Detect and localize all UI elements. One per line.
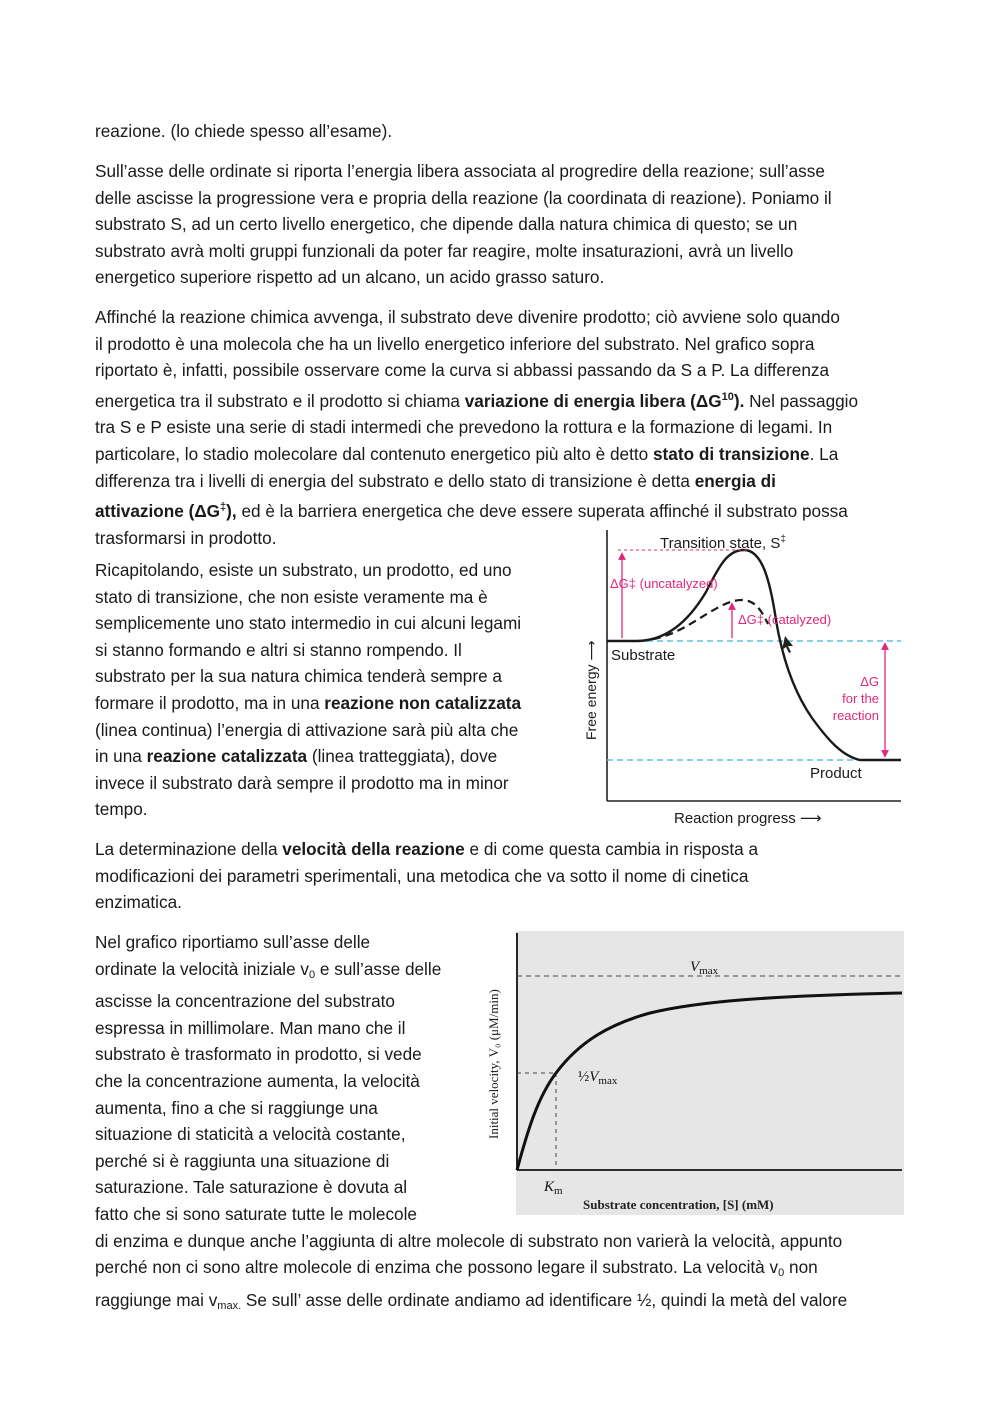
subscript: 0 [309, 968, 316, 981]
reaction-progress-axis-label: Reaction progress ⟶ [674, 810, 822, 827]
text-line: substrato avrà molti gruppi funzionali da poter far reagire, molte insaturazioni, avrà un livello [95, 240, 794, 261]
dg-catalyzed-label: ΔG‡ (catalyzed) [738, 612, 832, 627]
text-line: non [784, 1257, 818, 1278]
text-line: . La [809, 443, 839, 464]
paragraph-2 [95, 158, 832, 291]
text-line: differenza tra i livelli di energia del substrato e dello stato di transizione è detta [95, 470, 695, 491]
reaction-energy-svg [578, 520, 904, 828]
text-line: saturazione. Tale saturazione è dovuta al [95, 1177, 408, 1198]
bold-term: velocità della reazione [282, 839, 465, 859]
text-line: riportato è, infatti, possibile osservare come la curva si abbassi passando da S a P. La differenza [95, 360, 830, 381]
dg-reaction-label-1: ΔG [860, 674, 879, 689]
text-line: situazione di staticità a velocità costante, [95, 1124, 406, 1145]
x-axis-label: Substrate concentration, [S] (mM) [583, 1197, 774, 1212]
michaelis-menten-svg [480, 929, 905, 1219]
paragraph-5 [95, 836, 758, 916]
superscript: 10 [721, 390, 734, 403]
text-line: fatto che si sono saturate tutte le molecole [95, 1203, 417, 1224]
text-line: perché si è raggiunta una situazione di [95, 1150, 390, 1171]
half-vmax-label: $\frac{1}{2}V_{max}$ [578, 1069, 618, 1087]
y-axis-label: Initial velocity, V₀ (μM/min) [486, 989, 501, 1139]
substrate-label: Substrate [611, 647, 676, 664]
text-line: il prodotto è una molecola che ha un livello energetico inferiore del substrato. Nel grafico sopra [95, 333, 815, 354]
text-line: Sull’asse delle ordinate si riporta l’energia libera associata al progredire della reazione; sull’asse [95, 161, 825, 181]
text-line: Se sull’ asse delle ordinate andiamo ad identificare ½, quindi la metà del valore [241, 1289, 848, 1310]
text-line: ascisse la concentrazione del substrato [95, 991, 395, 1012]
dg-reaction-label-2: for the [842, 691, 879, 706]
subscript: 0 [778, 1267, 785, 1280]
reaction-energy-diagram [578, 520, 904, 828]
text-line: perché non ci sono altre molecole di enzima che possono legare il substrato. La velocità v [95, 1257, 779, 1278]
text-line: semplicemente uno stato intermedio in cui alcuni legami [95, 613, 522, 634]
bold-term: reazione catalizzata [146, 746, 308, 767]
text-line: formare il prodotto, ma in una [95, 692, 325, 713]
bold-term: ), [226, 501, 237, 522]
dg-uncatalyzed-label: ΔG‡ (uncatalyzed) [610, 576, 718, 591]
text-line: energetico superiore rispetto ad un alcano, un acido grasso saturo. [95, 267, 605, 288]
text-line: delle ascisse la progressione vera e propria della reazione (la coordinata di reazione). Poniamo il [95, 187, 832, 208]
text-line: aumenta, fino a che si raggiunge una [95, 1097, 378, 1118]
text-line: enzimatica. [95, 892, 182, 913]
product-label: Product [810, 765, 862, 782]
bold-term: reazione non catalizzata [324, 692, 522, 713]
text-line: e sull’asse delle [315, 958, 442, 979]
paragraph-3 [95, 304, 858, 551]
text-line: tra S e P esiste una serie di stadi intermedi che prevedono la rottura e la formazione di legami. In [95, 417, 833, 438]
text-line: (linea continua) l’energia di attivazione sarà più alta che [95, 719, 519, 740]
text-line: La determinazione della [95, 839, 283, 859]
text-line: Nel grafico riportiamo sull’asse delle [95, 932, 371, 952]
text-line: di enzima e dunque anche l’aggiunta di altre molecole di substrato non varierà la velocità, appunto [95, 1230, 843, 1251]
text-line: Nel passaggio [744, 390, 859, 411]
superscript: ‡ [220, 501, 227, 514]
text-line: espressa in millimolare. Man mano che il [95, 1017, 406, 1038]
paragraph-1 [95, 118, 392, 145]
text-line: particolare, lo stadio molecolare dal contenuto energetico più alto è detto [95, 443, 653, 464]
bold-term: stato di transizione [653, 443, 810, 464]
bold-term: attivazione (ΔG [95, 501, 221, 522]
text-line: e di come questa cambia in risposta a [464, 839, 759, 859]
michaelis-menten-chart [480, 929, 905, 1219]
text-line: substrato S, ad un certo livello energetico, che dipende dalla natura chimica di questo; se un [95, 214, 798, 235]
text-line: stato di transizione, che non esiste veramente ma è [95, 586, 488, 607]
text-line: reazione. (lo chiede spesso all’esame). [95, 121, 393, 141]
text-line: invece il substrato darà sempre il prodotto ma in minor [95, 772, 509, 793]
vmax-label: $V_{max}$ [690, 959, 719, 977]
text-line: in una [95, 746, 147, 767]
bold-term: ). [733, 390, 745, 411]
bold-term: variazione di energia libera (ΔG [464, 390, 722, 411]
text-line: (linea tratteggiata), dove [307, 746, 498, 767]
text-line: energetica tra il substrato e il prodotto si chiama [95, 390, 465, 411]
subscript: max. [217, 1299, 242, 1312]
text-line: tempo. [95, 799, 148, 820]
text-line: modificazioni dei parametri sperimentali, una metodica che va sotto il nome di cinetica [95, 865, 749, 886]
paragraph-4 [95, 557, 521, 823]
text-line: ed è la barriera energetica che deve essere superata affinché il substrato possa [236, 501, 848, 522]
text-line: Affinché la reazione chimica avvenga, il substrato deve divenire prodotto; ciò avviene solo quando [95, 307, 840, 327]
bold-term: energia di [694, 470, 776, 491]
free-energy-axis-label: Free energy ⟶ [583, 640, 599, 740]
text-line: ordinate la velocità iniziale v [95, 958, 310, 979]
text-line: trasformarsi in prodotto. [95, 527, 277, 548]
text-line: Ricapitolando, esiste un substrato, un prodotto, ed uno [95, 560, 512, 580]
text-line: substrato per la sua natura chimica tenderà sempre a [95, 666, 502, 687]
text-line: si stanno formando e altri si stanno rompendo. Il [95, 639, 462, 660]
text-line: substrato è trasformato in prodotto, si vede [95, 1044, 422, 1065]
text-line: raggiunge mai v [95, 1289, 218, 1310]
text-line: che la concentrazione aumenta, la velocità [95, 1070, 420, 1091]
km-label: $K_m$ [544, 1179, 563, 1197]
dg-reaction-label-3: reaction [832, 708, 879, 723]
transition-state-label: Transition state, S‡ [660, 534, 786, 552]
